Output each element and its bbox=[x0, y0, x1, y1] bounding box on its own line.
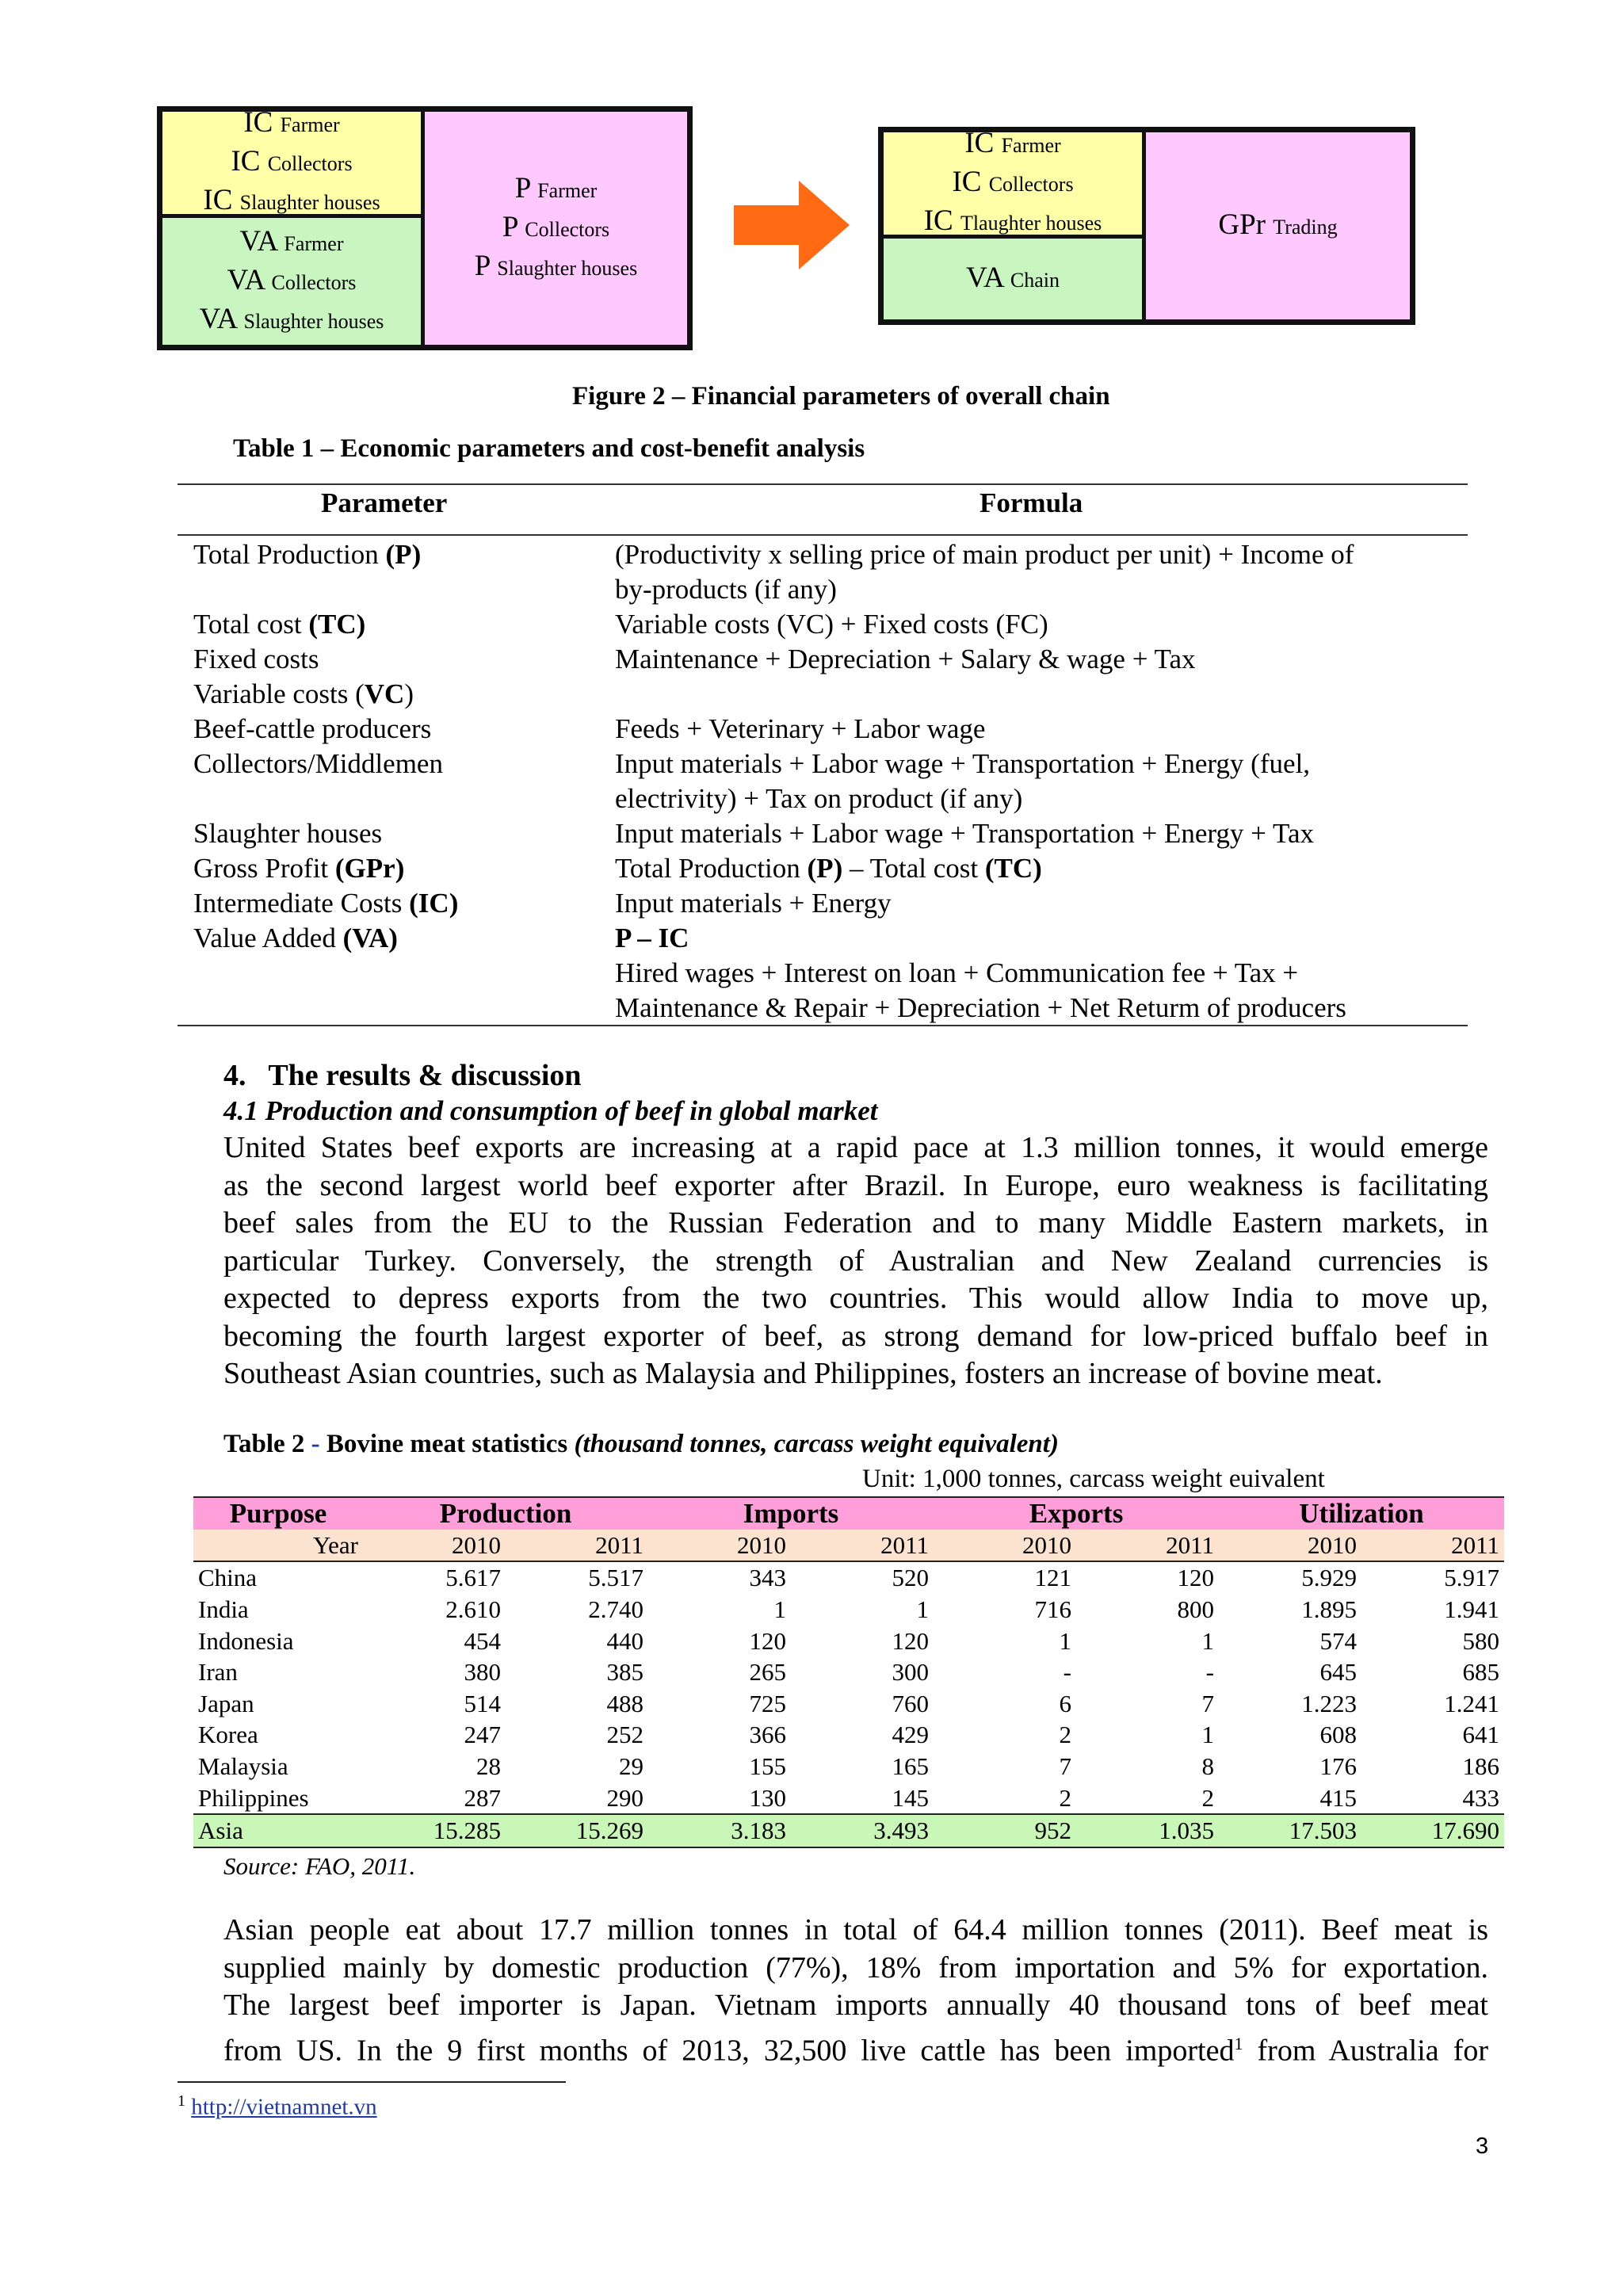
table-row bbox=[193, 1688, 1504, 1720]
value-cell: 7 bbox=[1059, 1752, 1071, 1781]
group-header: Utilization bbox=[1219, 1497, 1504, 1530]
table2-body bbox=[193, 1561, 1504, 1814]
t1-formula-gross-profit: Total Production (P) – Total cost (TC) bbox=[615, 853, 1042, 884]
total-value: 3.493 bbox=[791, 1814, 934, 1847]
total-value: 17.503 bbox=[1219, 1814, 1361, 1847]
value-cell: 440 bbox=[606, 1626, 643, 1655]
year-label: Year bbox=[193, 1530, 363, 1562]
right-ic-line-2: IC Collectors bbox=[952, 166, 1074, 198]
year-cell: 2011 bbox=[791, 1530, 934, 1562]
value-cell: 300 bbox=[892, 1658, 929, 1687]
value-cell: 6 bbox=[1059, 1689, 1071, 1717]
right-va-line: VA Chain bbox=[966, 261, 1060, 294]
paragraph-1-line: Southeast Asian countries, such as Malaysia and Philippines, fosters an increase of bovine meat. bbox=[223, 1357, 1383, 1390]
table2-source: Source: FAO, 2011. bbox=[223, 1852, 416, 1880]
country-cell: Japan bbox=[198, 1689, 254, 1717]
paragraph-2-last-line: from US. In the 9 first months of 2013, 32,500 live cattle has been imported$^1$ from Australia for bbox=[223, 2033, 1488, 2068]
value-cell: 120 bbox=[749, 1626, 786, 1655]
left-va-line-3: VA Slaughter houses bbox=[199, 302, 384, 335]
paragraph-1-line: beef sales from the EU to the Russian Federation and to many Middle Eastern markets, in bbox=[223, 1206, 1488, 1240]
left-ic-va-column bbox=[162, 106, 421, 345]
value-cell: 488 bbox=[606, 1689, 643, 1717]
left-va-line-1: VA Farmer bbox=[239, 224, 344, 258]
table2-purpose-row bbox=[193, 1497, 1504, 1530]
footnote-rule bbox=[178, 2081, 566, 2083]
group-header: Imports bbox=[648, 1497, 934, 1530]
t1-param-fixed-costs: Fixed costs bbox=[193, 644, 319, 674]
value-cell: 5.517 bbox=[588, 1564, 643, 1592]
value-cell: 2 bbox=[1059, 1721, 1071, 1749]
value-cell: 574 bbox=[1319, 1626, 1357, 1655]
value-cell: 380 bbox=[464, 1658, 501, 1687]
country-cell: Iran bbox=[198, 1658, 238, 1687]
t1-formula-total-production: (Productivity x selling price of main product per unit) + Income of bbox=[615, 539, 1354, 570]
value-cell: 1.895 bbox=[1301, 1595, 1357, 1624]
value-cell: 454 bbox=[464, 1626, 501, 1655]
value-cell: 1.223 bbox=[1301, 1689, 1357, 1717]
footnote-link[interactable]: http://vietnamnet.vn bbox=[191, 2094, 377, 2120]
country-cell: Malaysia bbox=[198, 1752, 288, 1781]
t1-formula-value-added-cont-2: Maintenance & Repair + Depreciation + Net Returm of producers bbox=[615, 992, 1346, 1023]
year-cell: 2010 bbox=[363, 1530, 506, 1562]
left-p-line-2: P Collectors bbox=[502, 210, 610, 243]
year-cell: 2011 bbox=[1361, 1530, 1504, 1562]
value-cell: 433 bbox=[1462, 1783, 1500, 1812]
left-ic-line-1: IC Farmer bbox=[243, 106, 340, 139]
value-cell: 2.740 bbox=[588, 1595, 643, 1624]
paragraph-2 bbox=[223, 1912, 1488, 2068]
table1-header-parameter: Parameter bbox=[321, 487, 448, 518]
value-cell: 385 bbox=[606, 1658, 643, 1687]
t1-param-slaughter: Slaughter houses bbox=[193, 818, 383, 849]
value-cell: 5.929 bbox=[1301, 1564, 1357, 1592]
footnote-marker: 1 bbox=[178, 2092, 185, 2110]
year-cell: 2011 bbox=[1076, 1530, 1219, 1562]
t1-param-intermediate: Intermediate Costs (IC) bbox=[193, 888, 459, 919]
t1-formula-value-added: P – IC bbox=[615, 923, 689, 953]
left-va-line-2: VA Collectors bbox=[227, 263, 357, 296]
value-cell: 2.610 bbox=[445, 1595, 501, 1624]
value-cell: 176 bbox=[1319, 1752, 1357, 1781]
t1-param-variable-costs: Variable costs (VC) bbox=[193, 678, 414, 709]
paragraph-1-line: United States beef exports are increasing at a rapid pace at 1.3 million tonnes, it would emerge bbox=[223, 1131, 1488, 1164]
paragraph-2-line: supplied mainly by domestic production (77%), 18% from importation and 5% for exportation. bbox=[223, 1950, 1488, 1985]
table2-year-row bbox=[193, 1530, 1504, 1562]
table2-title: Table 2 - Bovine meat statistics (thousand tonnes, carcass weight equivalent) bbox=[223, 1430, 1059, 1458]
value-cell: 130 bbox=[749, 1783, 786, 1812]
value-cell: 429 bbox=[892, 1721, 929, 1749]
paragraph-1-line: as the second largest world beef exporter after Brazil. In Europe, euro weakness is facilitating bbox=[223, 1168, 1488, 1202]
table-row bbox=[193, 1656, 1504, 1688]
country-cell: Philippines bbox=[198, 1783, 309, 1812]
value-cell: - bbox=[1063, 1658, 1071, 1687]
value-cell: 641 bbox=[1462, 1721, 1500, 1749]
total-value: 15.285 bbox=[363, 1814, 506, 1847]
right-gpr-line: GPr Trading bbox=[1218, 208, 1338, 241]
t1-formula-slaughter: Input materials + Labor wage + Transportation + Energy + Tax bbox=[615, 818, 1314, 849]
table-row bbox=[193, 1625, 1504, 1656]
left-ic-cell bbox=[162, 106, 421, 218]
year-cell: 2010 bbox=[648, 1530, 791, 1562]
left-p-cell bbox=[421, 112, 687, 345]
left-p-line-1: P Farmer bbox=[514, 171, 598, 204]
t1-formula-intermediate: Input materials + Energy bbox=[615, 888, 892, 919]
left-p-line-3: P Slaughter houses bbox=[474, 249, 638, 282]
section-subtitle: 4.1 Production and consumption of beef in global market bbox=[223, 1095, 878, 1126]
value-cell: 2 bbox=[1059, 1783, 1071, 1812]
group-header: Production bbox=[363, 1497, 648, 1530]
value-cell: 120 bbox=[1177, 1564, 1214, 1592]
t1-formula-beef-cattle: Feeds + Veterinary + Labor wage bbox=[615, 713, 986, 744]
value-cell: 1 bbox=[916, 1595, 929, 1624]
t1-formula-collectors-cont: electrivity) + Tax on product (if any) bbox=[615, 783, 1023, 814]
value-cell: 645 bbox=[1319, 1658, 1357, 1687]
section-title: 4. The results & discussion bbox=[223, 1059, 582, 1092]
arrow-right-icon bbox=[734, 181, 850, 269]
footnote-ref: 1 bbox=[1234, 2033, 1243, 2053]
value-cell: 1 bbox=[1201, 1626, 1214, 1655]
value-cell: 800 bbox=[1177, 1595, 1214, 1624]
left-ic-line-2: IC Collectors bbox=[231, 145, 353, 178]
total-value: 1.035 bbox=[1076, 1814, 1219, 1847]
t1-formula-value-added-cont-1: Hired wages + Interest on loan + Communication fee + Tax + bbox=[615, 957, 1299, 988]
country-cell: India bbox=[198, 1595, 249, 1624]
value-cell: 1.241 bbox=[1444, 1689, 1500, 1717]
value-cell: 725 bbox=[749, 1689, 786, 1717]
t1-param-beef-cattle: Beef-cattle producers bbox=[193, 713, 432, 744]
year-cell: 2011 bbox=[506, 1530, 648, 1562]
table-row bbox=[193, 1782, 1504, 1814]
page-number: 3 bbox=[1476, 2134, 1489, 2159]
right-ic-va-column bbox=[884, 127, 1142, 319]
table-row bbox=[193, 1719, 1504, 1751]
t1-formula-total-cost: Variable costs (VC) + Fixed costs (FC) bbox=[615, 609, 1048, 640]
value-cell: 716 bbox=[1034, 1595, 1071, 1624]
right-va-cell bbox=[884, 239, 1142, 319]
value-cell: 343 bbox=[749, 1564, 786, 1592]
value-cell: 760 bbox=[892, 1689, 929, 1717]
right-ic-cell bbox=[884, 127, 1142, 239]
footnote bbox=[178, 2092, 377, 2121]
year-cell: 2010 bbox=[934, 1530, 1076, 1562]
total-value: 3.183 bbox=[648, 1814, 791, 1847]
value-cell: 1 bbox=[1059, 1626, 1071, 1655]
figure-left-box bbox=[157, 106, 693, 350]
country-cell: China bbox=[198, 1564, 258, 1592]
value-cell: 165 bbox=[892, 1752, 929, 1781]
value-cell: 2 bbox=[1201, 1783, 1214, 1812]
value-cell: 608 bbox=[1319, 1721, 1357, 1749]
t1-param-gross-profit: Gross Profit (GPr) bbox=[193, 853, 405, 884]
t1-param-total-production: Total Production (P) bbox=[193, 539, 422, 570]
value-cell: 28 bbox=[476, 1752, 501, 1781]
t1-formula-collectors: Input materials + Labor wage + Transportation + Energy (fuel, bbox=[615, 748, 1310, 779]
value-cell: 7 bbox=[1201, 1689, 1214, 1717]
value-cell: - bbox=[1205, 1658, 1214, 1687]
country-cell: Korea bbox=[198, 1721, 258, 1749]
right-ic-line-3: IC Tlaughter houses bbox=[923, 204, 1102, 237]
t1-param-total-cost: Total cost (TC) bbox=[193, 609, 366, 640]
value-cell: 287 bbox=[464, 1783, 501, 1812]
value-cell: 29 bbox=[619, 1752, 643, 1781]
value-cell: 121 bbox=[1034, 1564, 1071, 1592]
value-cell: 247 bbox=[464, 1721, 501, 1749]
year-cell: 2010 bbox=[1219, 1530, 1361, 1562]
total-value: 15.269 bbox=[506, 1814, 648, 1847]
value-cell: 5.617 bbox=[445, 1564, 501, 1592]
table1-bottom-rule bbox=[178, 1025, 1468, 1026]
value-cell: 1 bbox=[1201, 1721, 1214, 1749]
purpose-label: Purpose bbox=[193, 1497, 363, 1530]
t1-param-collectors: Collectors/Middlemen bbox=[193, 748, 443, 779]
value-cell: 265 bbox=[749, 1658, 786, 1687]
table1-header-rule bbox=[178, 534, 1468, 536]
t1-param-value-added: Value Added (VA) bbox=[193, 923, 398, 953]
table2-total-row bbox=[193, 1814, 1504, 1847]
value-cell: 5.917 bbox=[1444, 1564, 1500, 1592]
table-row bbox=[193, 1594, 1504, 1626]
figure-right-box bbox=[878, 127, 1415, 325]
country-cell: Indonesia bbox=[198, 1626, 294, 1655]
value-cell: 520 bbox=[892, 1564, 929, 1592]
total-value: 952 bbox=[934, 1814, 1076, 1847]
value-cell: 580 bbox=[1462, 1626, 1500, 1655]
table2 bbox=[193, 1496, 1504, 1848]
table1-header-formula: Formula bbox=[980, 487, 1083, 518]
left-va-cell bbox=[162, 218, 421, 345]
total-value: 17.690 bbox=[1361, 1814, 1504, 1847]
paragraph-1-line: particular Turkey. Conversely, the strength of Australian and New Zealand currencies is bbox=[223, 1244, 1488, 1278]
paragraph-2-line: The largest beef importer is Japan. Vietnam imports annually 40 thousand tons of beef meat bbox=[223, 1988, 1488, 2022]
table1-title: Table 1 – Economic parameters and cost-benefit analysis bbox=[233, 434, 865, 463]
right-gpr-cell bbox=[1142, 132, 1410, 319]
value-cell: 8 bbox=[1201, 1752, 1214, 1781]
t1-formula-fixed-costs: Maintenance + Depreciation + Salary & wage + Tax bbox=[615, 644, 1196, 674]
t1-formula-total-production-cont: by-products (if any) bbox=[615, 574, 837, 605]
value-cell: 186 bbox=[1462, 1752, 1500, 1781]
total-country: Asia bbox=[193, 1814, 363, 1847]
value-cell: 514 bbox=[464, 1689, 501, 1717]
table2-unit: Unit: 1,000 tonnes, carcass weight euivalent bbox=[862, 1465, 1325, 1493]
paragraph-1-line: expected to depress exports from the two countries. This would allow India to move up, bbox=[223, 1282, 1488, 1315]
paragraph-1 bbox=[223, 1129, 1488, 1393]
value-cell: 145 bbox=[892, 1783, 929, 1812]
value-cell: 1 bbox=[773, 1595, 786, 1624]
table-row bbox=[193, 1751, 1504, 1782]
value-cell: 415 bbox=[1319, 1783, 1357, 1812]
value-cell: 155 bbox=[749, 1752, 786, 1781]
value-cell: 1.941 bbox=[1444, 1595, 1500, 1624]
value-cell: 290 bbox=[606, 1783, 643, 1812]
value-cell: 685 bbox=[1462, 1658, 1500, 1687]
value-cell: 252 bbox=[606, 1721, 643, 1749]
table-row bbox=[193, 1561, 1504, 1594]
paragraph-1-line: becoming the fourth largest exporter of beef, as strong demand for low-priced buffalo beef in bbox=[223, 1319, 1488, 1353]
table1-top-rule bbox=[178, 483, 1468, 485]
value-cell: 366 bbox=[749, 1721, 786, 1749]
paragraph-2-line: Asian people eat about 17.7 million tonnes in total of 64.4 million tonnes (2011). Beef meat is bbox=[223, 1913, 1488, 1946]
left-ic-line-3: IC Slaughter houses bbox=[203, 184, 380, 216]
figure-caption: Figure 2 – Financial parameters of overall chain bbox=[572, 382, 1110, 411]
value-cell: 120 bbox=[892, 1626, 929, 1655]
group-header: Exports bbox=[934, 1497, 1219, 1530]
right-ic-line-1: IC Farmer bbox=[964, 127, 1061, 159]
